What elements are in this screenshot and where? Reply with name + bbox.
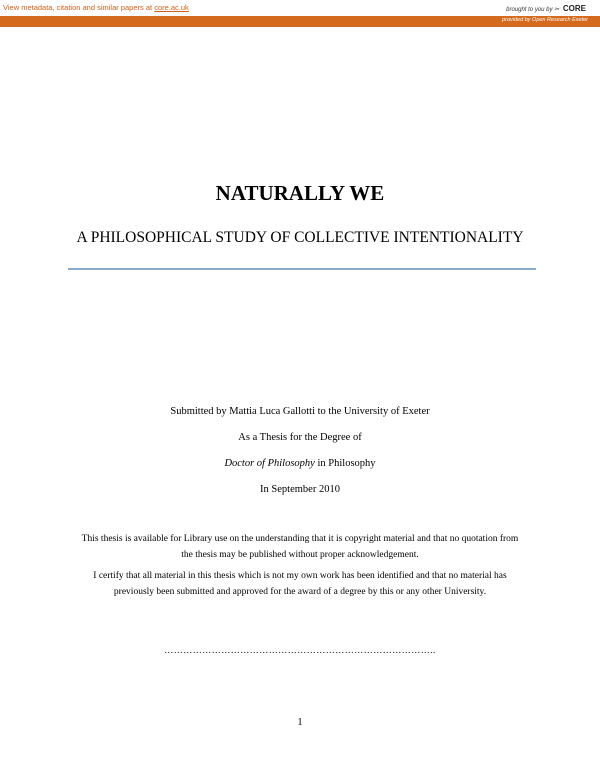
core-brought-by[interactable] (506, 4, 586, 13)
core-logo-icon: ✂ (554, 7, 560, 13)
submission-date: In September 2010 (260, 484, 340, 495)
title-divider (68, 268, 536, 270)
core-brought-by-label: brought to you by (506, 7, 553, 13)
library-use-note: This thesis is available for Library use on the understanding that it is copyright material and that no quotation from the thesis may be published without proper acknowledgement. (81, 534, 519, 560)
degree-field: in Philosophy (314, 458, 376, 469)
core-metadata-label: View metadata, citation and similar papers at (3, 3, 155, 12)
thesis-subtitle: A PHILOSOPHICAL STUDY OF COLLECTIVE INTENTIONALITY (76, 229, 524, 246)
core-provided-by[interactable]: provided by Open Research Exeter (502, 17, 588, 23)
degree-line: As a Thesis for the Degree of (238, 432, 362, 443)
certification-note: I certify that all material in this thesis which is not my own work has been identified and that no material has previously been submitted and approved for the award of a degree by this or any other University. (93, 571, 507, 597)
core-metadata-link[interactable]: core.ac.uk (154, 3, 189, 12)
core-banner-top (0, 0, 600, 16)
submitted-by-line: Submitted by Mattia Luca Gallotti to the University of Exeter (170, 406, 430, 417)
page-number: 1 (297, 717, 303, 728)
core-logo: CORE (562, 4, 586, 13)
signature-line: ………………………………………………………………………….. (164, 645, 436, 655)
core-banner-strip (0, 16, 600, 27)
core-metadata-text (3, 3, 189, 12)
degree-name: Doctor of Philosophy (224, 458, 315, 469)
thesis-title: NATURALLY WE (215, 181, 385, 205)
doctor-line (0, 458, 600, 469)
core-banner (0, 0, 600, 27)
